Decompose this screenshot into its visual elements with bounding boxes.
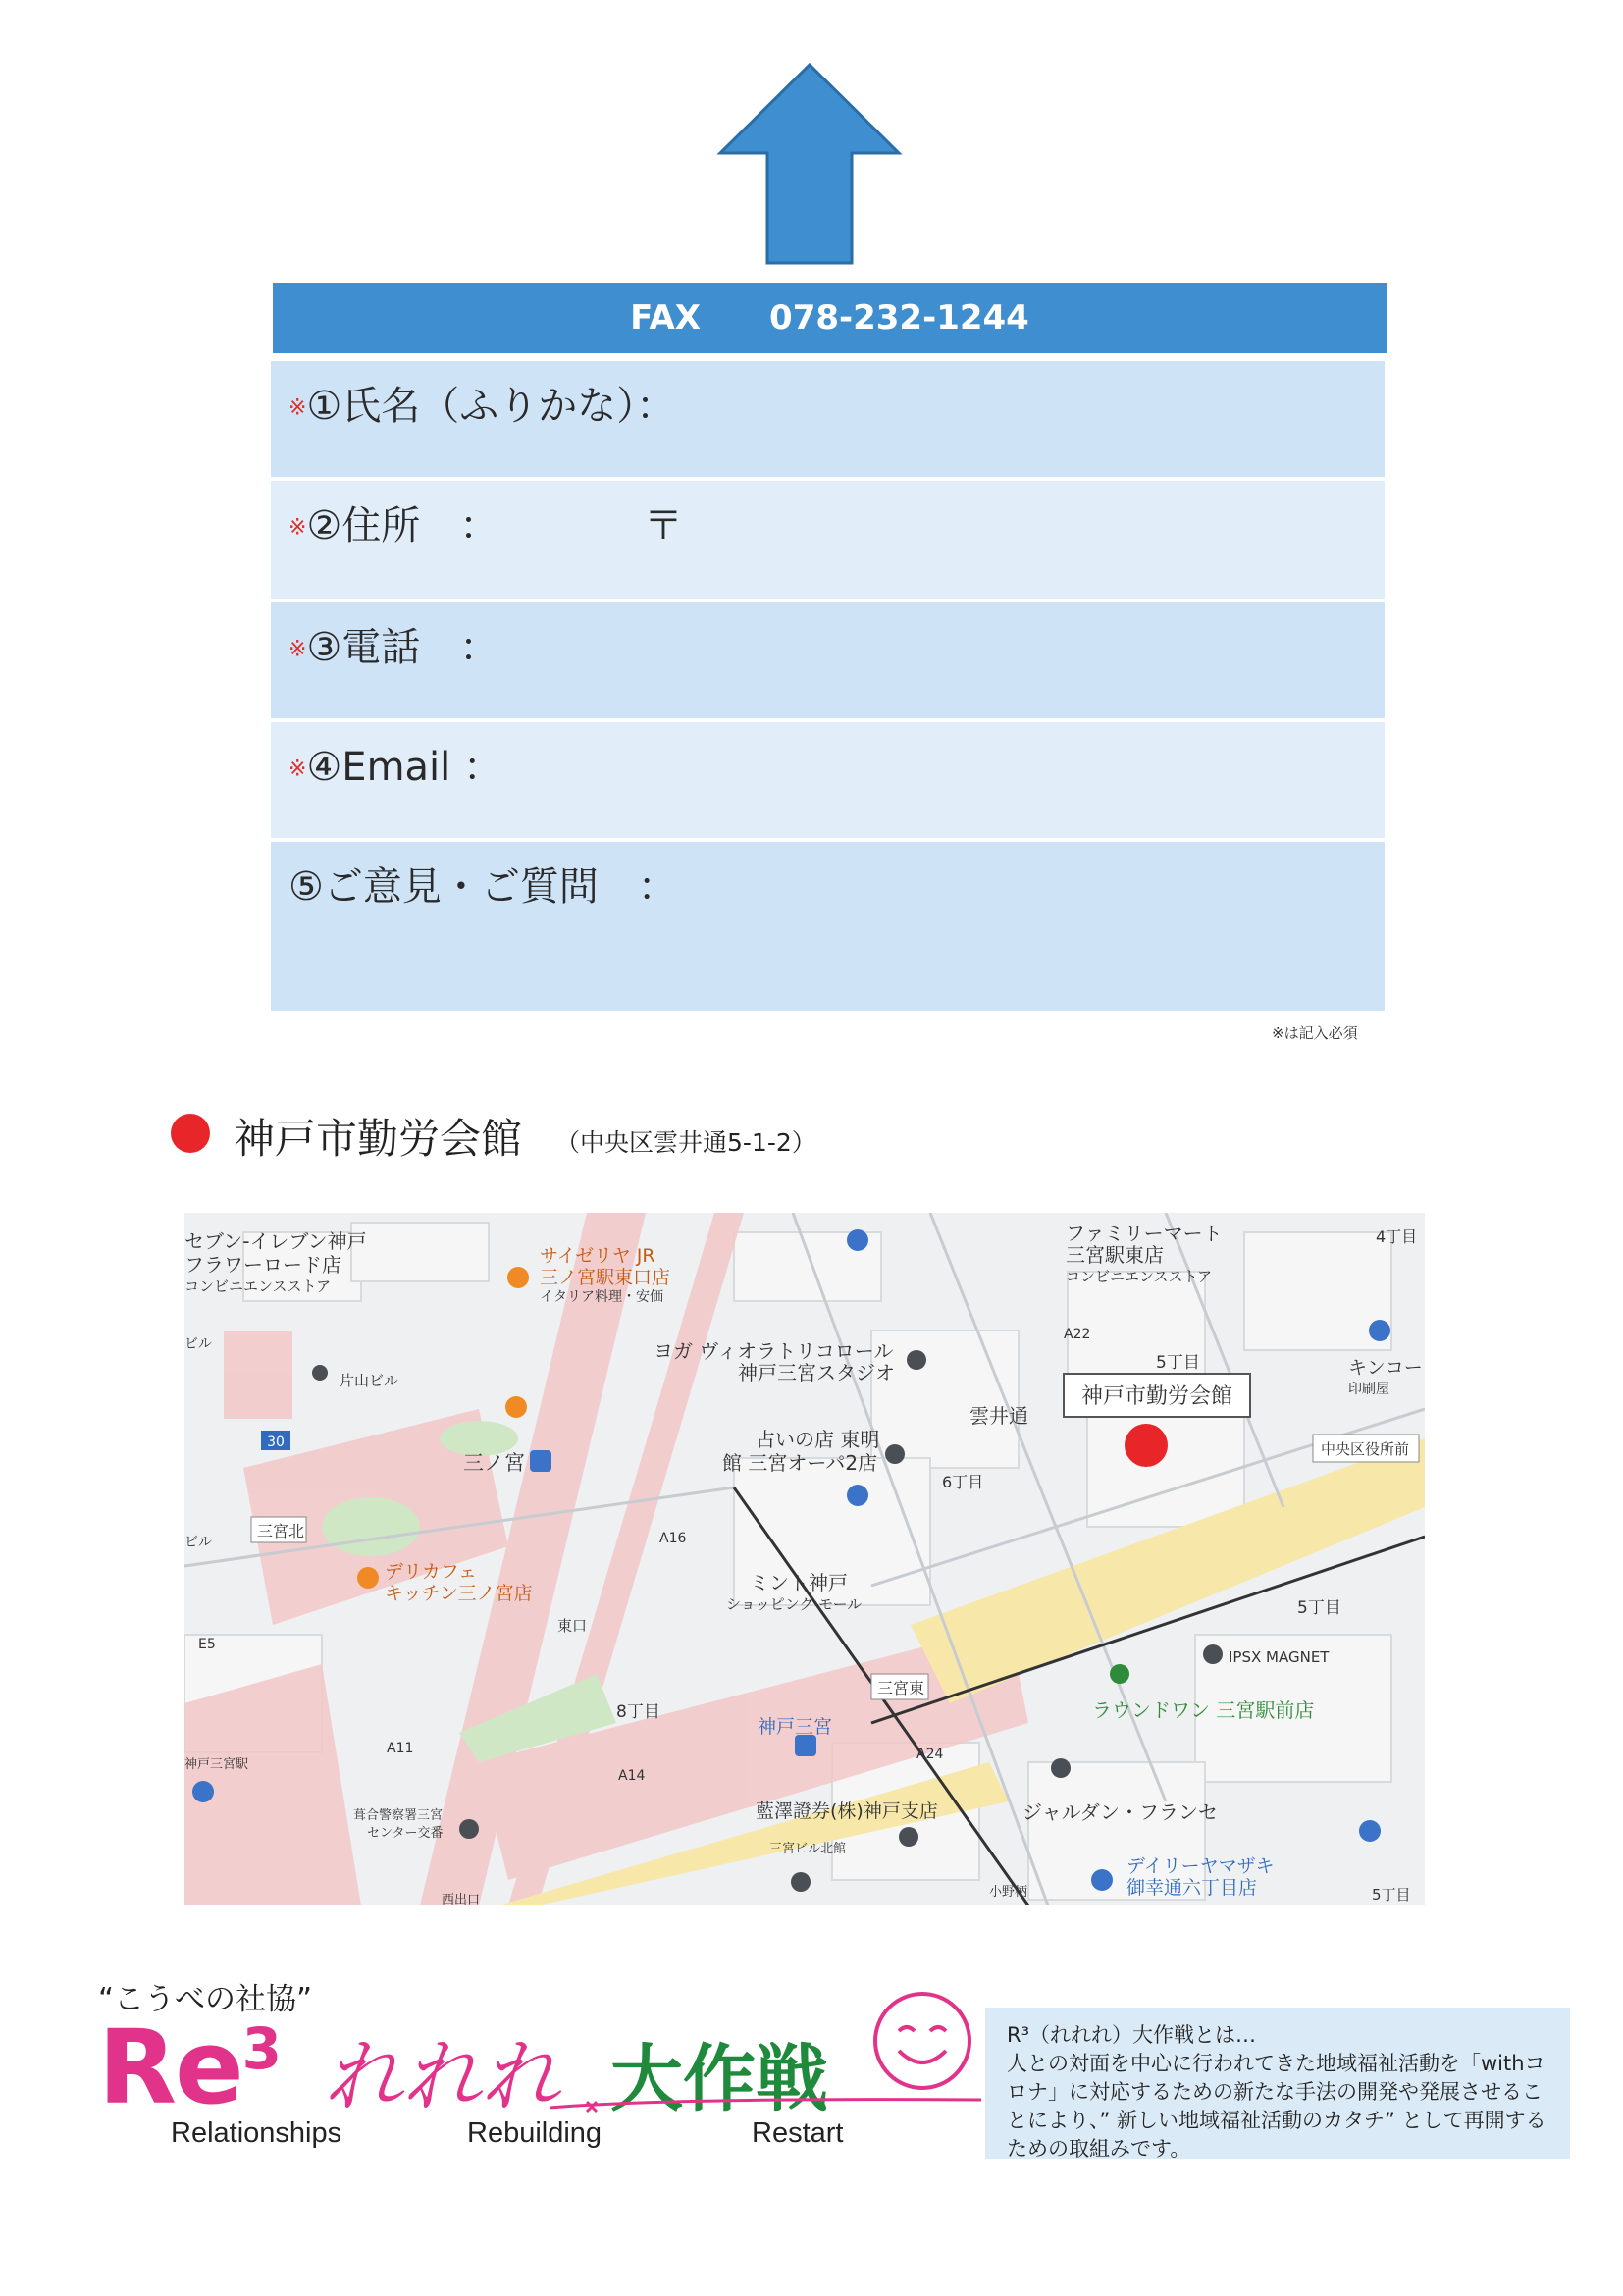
map-label: ヨガ ヴィオラトリコロール — [654, 1339, 894, 1363]
map-label: 小野柄 — [989, 1885, 1028, 1900]
keyword-restart: Restart — [752, 2117, 844, 2149]
school-icon — [1359, 1820, 1381, 1842]
description-body: 人との対面を中心に行われてきた地域福祉活動を「withコロナ」に対応するための新たな手法の開発や発展させることにより、” 新しい地域福祉活動のカタチ” として再開するための取組みです。 — [1007, 2052, 1546, 2161]
map-label: 6丁目 — [942, 1473, 984, 1491]
target-marker-icon[interactable] — [1125, 1424, 1168, 1467]
map-label: 雲井通 — [969, 1404, 1028, 1428]
map-label: E5 — [198, 1637, 216, 1652]
pin-icon — [459, 1819, 479, 1839]
map-label: 5丁目 — [1156, 1353, 1200, 1373]
map-label: センター交番 — [367, 1826, 444, 1841]
map-label: ミント神戸 — [750, 1571, 848, 1594]
map-label: ビル — [184, 1535, 212, 1550]
address-field[interactable] — [271, 481, 1385, 599]
map-label: 4丁目 — [1376, 1227, 1418, 1246]
map-label: サイゼリヤ JR — [540, 1245, 655, 1267]
map-label: ビル — [184, 1336, 212, 1352]
logo-re-text: Re — [98, 2008, 242, 2127]
required-note: ※は記入必須 — [1272, 1024, 1358, 1042]
station-icon — [530, 1450, 551, 1472]
comments-field-label: ⑤ご意見・ご質問 ： — [288, 864, 677, 910]
map-label: ショッピング モール — [726, 1595, 863, 1613]
map-label: 三ノ宮 — [463, 1451, 525, 1475]
map-label: 三宮北 — [257, 1522, 305, 1540]
shopping-icon — [192, 1781, 214, 1802]
map-label: A14 — [618, 1768, 646, 1784]
map-label: 館 三宮オーパ2店 — [722, 1451, 878, 1475]
name-field-label: ①氏名（ふりかな）： — [306, 384, 676, 429]
required-mark: ※ — [288, 757, 307, 782]
map[interactable] — [184, 1213, 1425, 1905]
map-label: 片山ビル — [340, 1372, 399, 1389]
school-icon — [847, 1229, 868, 1251]
logo-re-sup: 3 — [241, 2015, 280, 2082]
keyword-rebuilding: Rebuilding — [467, 2117, 602, 2149]
station-icon — [795, 1735, 816, 1756]
map-label: フラワーロード店 — [184, 1253, 341, 1277]
map-label: 西出口 — [442, 1893, 481, 1905]
map-label: イタリア料理・安価 — [540, 1289, 663, 1305]
shopping-icon — [1369, 1320, 1390, 1341]
pin-icon — [885, 1444, 905, 1464]
phone-field[interactable] — [271, 602, 1385, 718]
map-label: コンビニエンスストア — [1066, 1268, 1213, 1285]
map-label: 5丁目 — [1372, 1886, 1411, 1904]
ribbon-line-icon — [550, 2088, 981, 2117]
pin-icon — [791, 1872, 811, 1892]
address-field-label: ②住所 ： — [306, 503, 499, 548]
map-label: 神戸三宮 — [758, 1716, 833, 1738]
convenience-icon — [1091, 1869, 1113, 1891]
map-label: A16 — [659, 1531, 687, 1546]
map-label: 三宮駅東店 — [1066, 1243, 1164, 1267]
cafe-icon — [357, 1567, 379, 1589]
required-mark: ※ — [288, 637, 307, 662]
fax-header — [273, 283, 1387, 353]
comments-field[interactable] — [271, 842, 1385, 1011]
map-label: 東口 — [557, 1617, 588, 1635]
map-label-target: 神戸市勤労会館 — [1080, 1384, 1233, 1409]
map-label: デリカフェ — [385, 1561, 477, 1583]
map-label: ファミリーマート — [1066, 1222, 1223, 1245]
map-label: 5丁目 — [1297, 1598, 1341, 1618]
location-dot-icon — [171, 1114, 210, 1153]
phone-field-label: ③電話 ： — [306, 625, 499, 670]
location-address: （中央区雲井通5-1-2） — [555, 1128, 816, 1157]
map-label: A24 — [916, 1747, 944, 1762]
pin-icon — [312, 1365, 328, 1381]
keyword-relationships: Relationships — [171, 2117, 342, 2149]
email-field-label: ④Email ： — [306, 745, 502, 790]
logo-rerere: れれれ — [324, 2031, 559, 2122]
logo-subtitle: “こうべの社協” — [98, 1982, 313, 2017]
map-label: 藍澤證券(株)神戸支店 — [756, 1800, 938, 1822]
pin-icon — [899, 1827, 918, 1847]
smile-icon — [864, 1982, 981, 2100]
map-label: 葺合警察署三宮 — [353, 1808, 444, 1823]
pin-icon — [907, 1350, 926, 1370]
required-mark: ※ — [288, 515, 307, 541]
restaurant-icon — [507, 1267, 529, 1288]
map-label: 印刷屋 — [1348, 1382, 1389, 1397]
up-arrow-icon — [716, 61, 903, 265]
email-field[interactable] — [271, 722, 1385, 838]
map-label: 中央区役所前 — [1321, 1440, 1410, 1458]
postal-mark: 〒 — [644, 503, 683, 548]
map-label: 30 — [267, 1435, 285, 1450]
map-label: コンビニエンスストア — [184, 1278, 332, 1295]
map-label: 8丁目 — [616, 1702, 660, 1722]
description-box — [985, 2008, 1570, 2159]
map-label: キッチン三ノ宮店 — [385, 1583, 533, 1604]
map-label: 三宮東 — [877, 1679, 925, 1697]
map-label: 御幸通六丁目店 — [1126, 1877, 1258, 1899]
name-field[interactable] — [271, 361, 1385, 477]
shopping-icon — [847, 1485, 868, 1506]
location-name: 神戸市勤労会館 — [234, 1115, 523, 1163]
required-mark: ※ — [288, 395, 307, 421]
pin-icon — [1203, 1644, 1223, 1664]
map-label: 三宮ビル北館 — [769, 1842, 847, 1856]
description-title: R³（れれれ）大作戦とは… — [1007, 2023, 1257, 2047]
map-label: ジャルダン・フランセ — [1022, 1800, 1218, 1824]
map-label: IPSX MAGNET — [1229, 1648, 1330, 1666]
map-label: 神戸三宮スタジオ — [738, 1361, 895, 1384]
logo-daisakusen: 大作戦 — [610, 2037, 828, 2121]
round1-pin-icon — [1110, 1664, 1129, 1684]
cafe-icon — [505, 1396, 527, 1418]
map-label: A11 — [387, 1741, 414, 1756]
map-label: セブン-イレブン神戸 — [184, 1229, 367, 1253]
map-label: 三ノ宮駅東口店 — [540, 1267, 671, 1288]
map-label: ラウンドワン 三宮駅前店 — [1092, 1698, 1315, 1722]
fax-number: 078-232-1244 — [769, 298, 1029, 338]
map-label: デイリーヤマザキ — [1126, 1855, 1275, 1877]
map-label: A22 — [1064, 1327, 1091, 1342]
map-label: キンコー — [1348, 1357, 1423, 1379]
pin-icon — [1051, 1758, 1071, 1778]
logo-re — [98, 2008, 280, 2127]
fax-label: FAX — [630, 298, 702, 338]
map-label: 神戸三宮駅 — [184, 1757, 249, 1772]
map-label: 占いの店 東明 — [756, 1428, 880, 1451]
